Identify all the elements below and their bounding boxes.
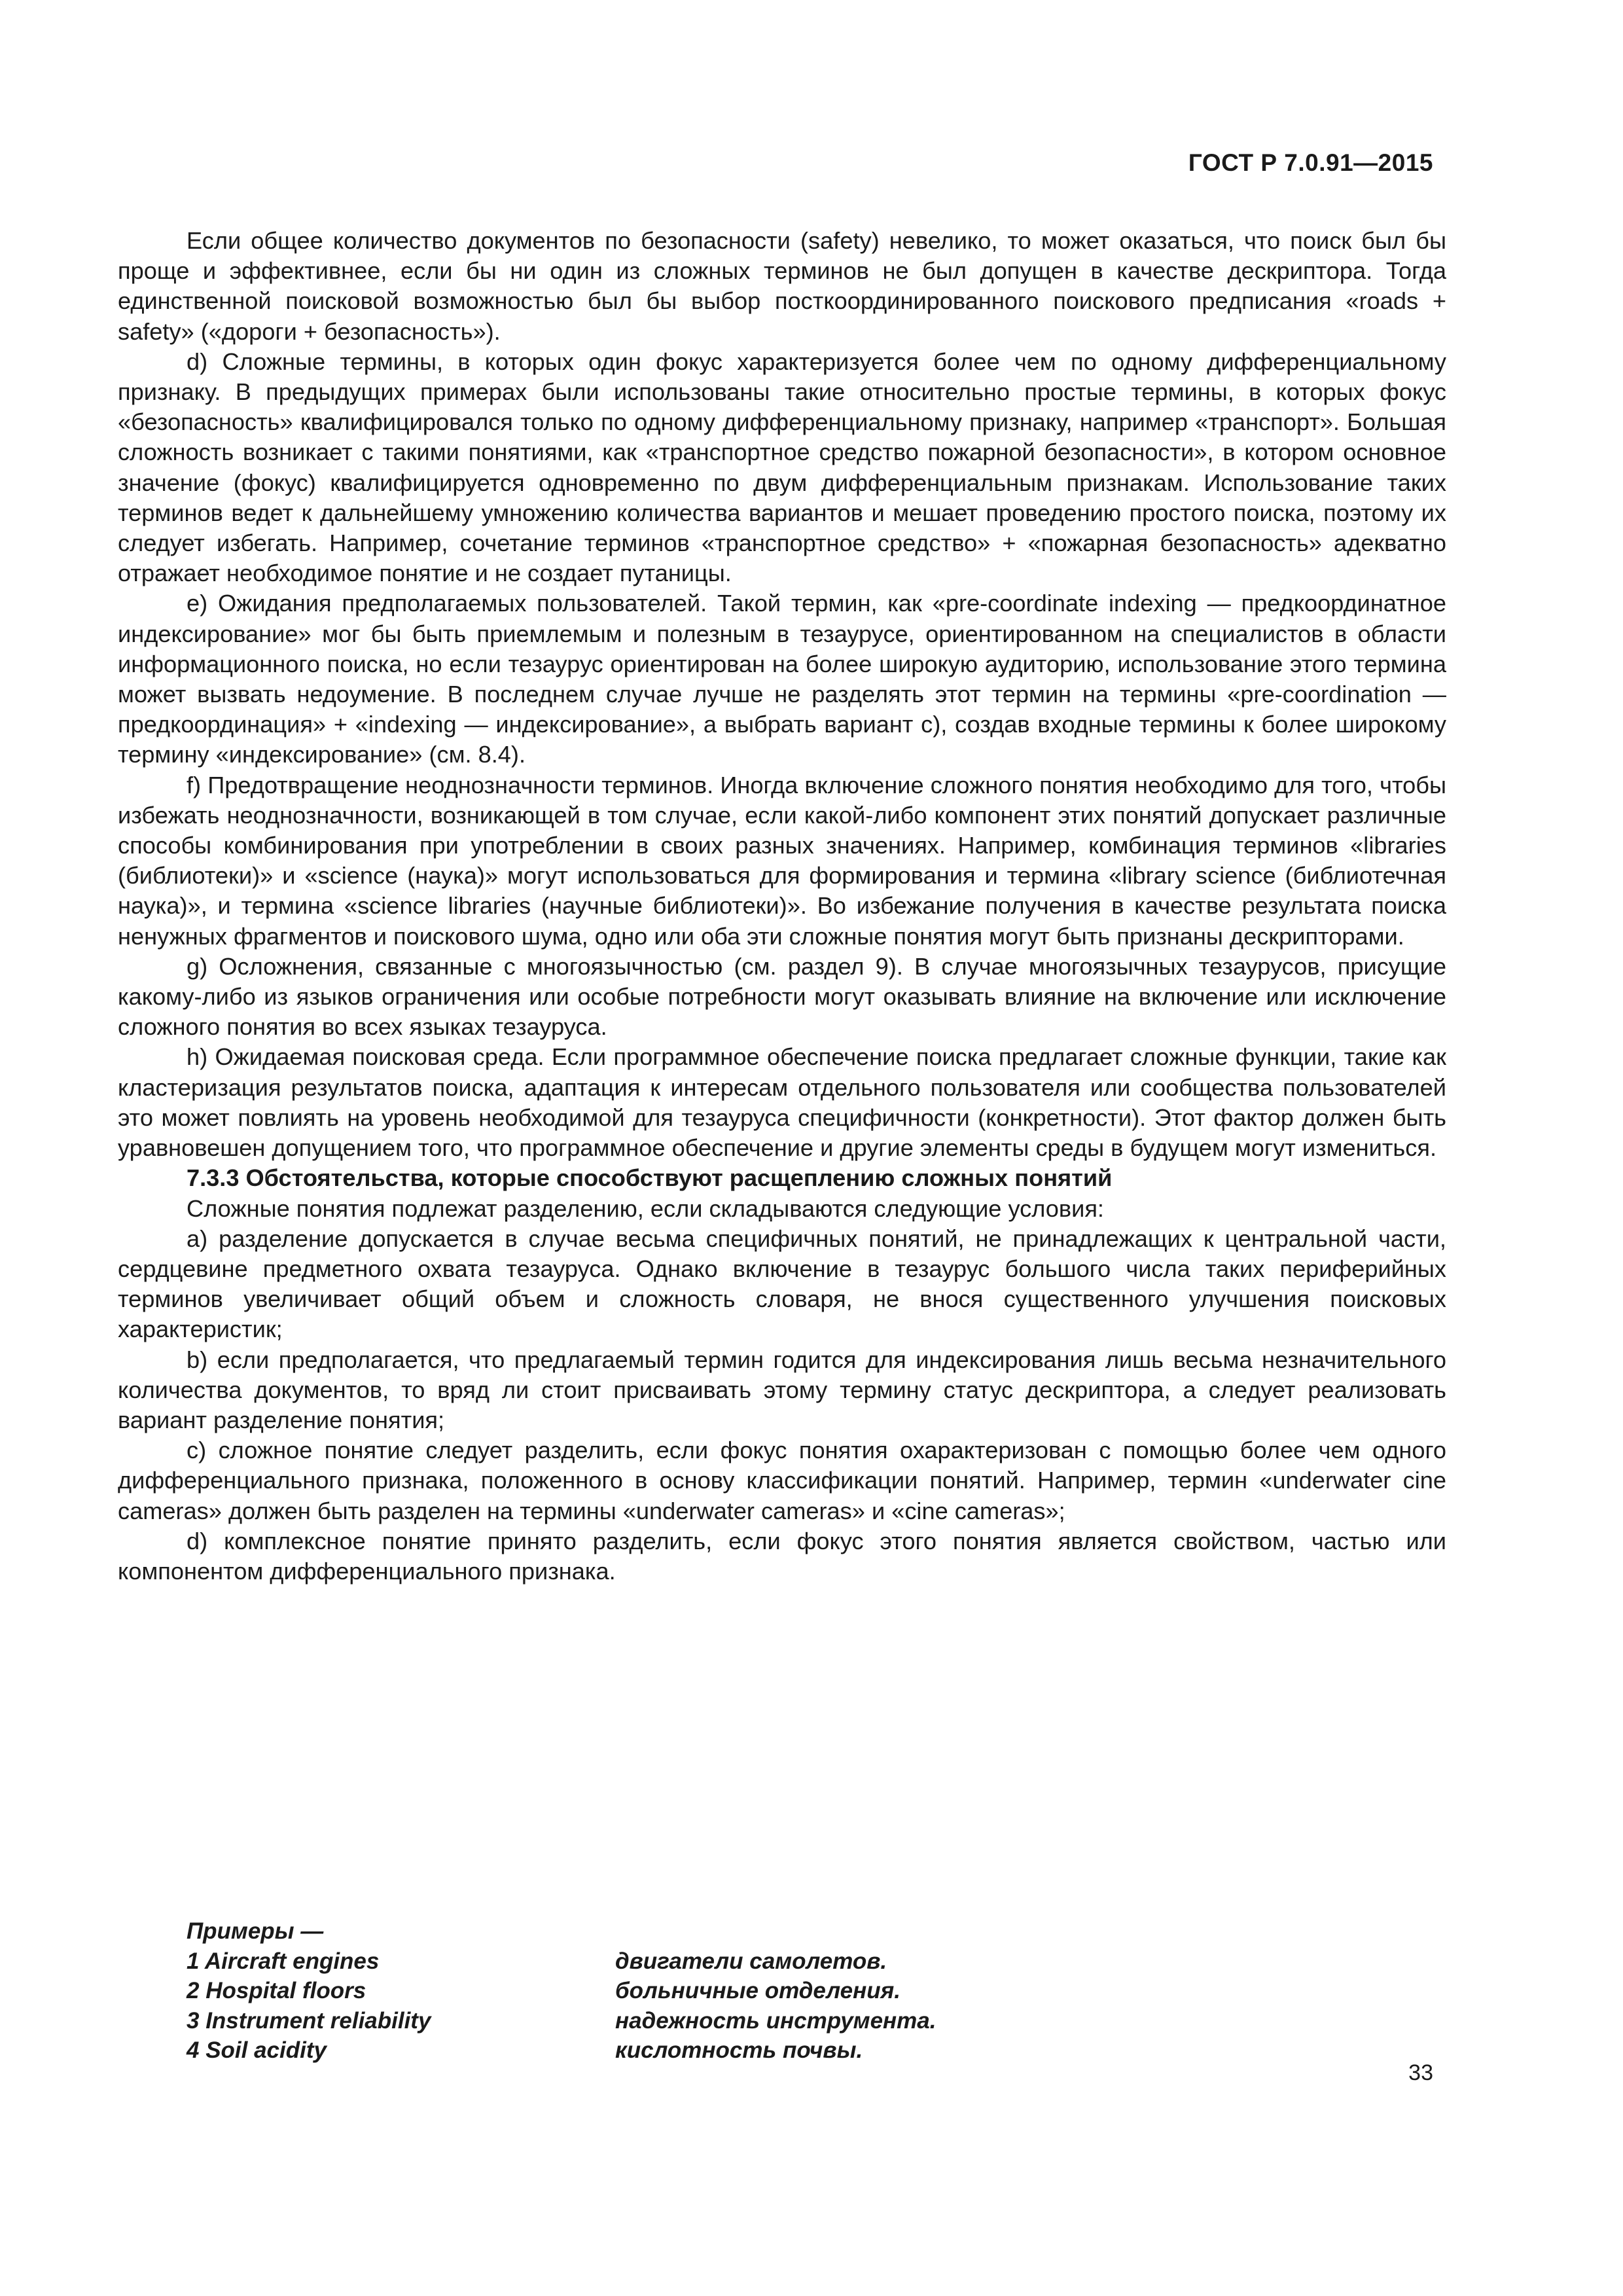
- page-number: 33: [1408, 2060, 1433, 2085]
- example-term-en: 4 Soil acidity: [187, 2037, 327, 2063]
- example-term-en: 2 Hospital floors: [187, 1978, 366, 2003]
- example-term-ru: двигатели самолетов.: [615, 1948, 887, 1974]
- example-row: [187, 1976, 1234, 2006]
- examples-title: Примеры —: [187, 1918, 324, 1944]
- example-term-ru: больничные отделения.: [615, 1978, 901, 2003]
- examples-block: [187, 1916, 1234, 2066]
- paragraph-item-a: а) разделение допускается в случае весьма специфичных понятий, не принадлежащих к центральной части, сердцевине предметного охвата тезауруса. Однако включение в тезаурус большого числа таких периферийных терминов увеличивает общий объем и сложность словаря, не внося существенного улучшения поисковых характеристик;: [118, 1225, 1446, 1343]
- paragraph-item-e: e) Ожидания предполагаемых пользователей. Такой термин, как «pre-coordinate indexing — предкоординатное индексирование» мог бы быть приемлемым и полезным в тезаурусе, ориентированном на специалистов в области информационного поиска, но если тезаурус ориентирован на более широкую аудиторию, использование этого термина может вызвать недоумение. В последнем случае лучше не разделять этот термин на термины «pre-coordination — предкоординация» + «indexing — индексирование», а выбрать вариант с), создав входные термины к более широкому термину «индексирование» (см. 8.4).: [118, 590, 1446, 768]
- document-header: ГОСТ Р 7.0.91—2015: [1188, 149, 1433, 176]
- paragraph-item-d: d) Сложные термины, в которых один фокус характеризуется более чем по одному дифференциальному признаку. В предыдущих примерах были использованы такие относительно простые термины, в которых фокус «безопасность» квалифицировался только по одному дифференциальному признаку, например «транспорт». Большая сложность возникает с такими понятиями, как «транспортное средство пожарной безопасности», в котором основное значение (фокус) квалифицируется одновременно по двум дифференциальным признакам. Использование таких терминов ведет к дальнейшему умножению количества вариантов и мешает проведению простого поиска, поэтому их следует избегать. Например, сочетание терминов «транспортное средство» + «пожарная безопасность» адекватно отражает необходимое понятие и не создает путаницы.: [118, 348, 1446, 587]
- example-term-en: 1 Aircraft engines: [187, 1948, 380, 1974]
- paragraph-item-h: h) Ожидаемая поисковая среда. Если программное обеспечение поиска предлагает сложные функции, такие как кластеризация результатов поиска, адаптация к интересам отдельного пользователя или сообщества пользователей это может повлиять на уровень необходимой для тезауруса специфичности (конкретности). Этот фактор должен быть уравновешен допущением того, что программное обеспечение и другие элементы среды в будущем могут измениться.: [118, 1043, 1446, 1162]
- example-row: [187, 2006, 1234, 2036]
- paragraph-item-f: f) Предотвращение неоднозначности терминов. Иногда включение сложного понятия необходимо для того, чтобы избежать неоднозначности, возникающей в том случае, если какой-либо компонент этих понятий допускает различные способы комбинирования при употреблении в своих разных значениях. Например, комбинация терминов «libraries (библиотеки)» и «science (наука)» могут использоваться для формирования и термина «library science (библиотечная наука)», и термина «science libraries (научные библиотеки)». Во избежание получения в качестве результата поиска ненужных фрагментов и поискового шума, одно или оба эти сложные понятия могут быть признаны дескрипторами.: [118, 771, 1446, 950]
- paragraph-item-d2: d) комплексное понятие принято разделить, если фокус этого понятия является свойством, частью или компонентом дифференциального признака.: [118, 1527, 1446, 1585]
- paragraph-item-b: b) если предполагается, что предлагаемый термин годится для индексирования лишь весьма незначительного количества документов, то вряд ли стоит присваивать этому термину статус дескриптора, а следует реализовать вариант разделение понятия;: [118, 1346, 1446, 1433]
- example-term-ru: кислотность почвы.: [615, 2037, 863, 2063]
- example-row: [187, 1946, 1234, 1977]
- section-heading: 7.3.3 Обстоятельства, которые способствуют расщеплению сложных понятий: [187, 1164, 1113, 1192]
- example-term-en: 3 Instrument reliability: [187, 2007, 431, 2034]
- paragraph-item-c: с) сложное понятие следует разделить, если фокус понятия охарактеризован с помощью более чем одного дифференциального признака, положенного в основу классификации понятий. Например, термин «underwater cine cameras» должен быть разделен на термины «underwater cameras» и «cine cameras»;: [118, 1437, 1446, 1524]
- paragraph-item-g: g) Осложнения, связанные с многоязычностью (см. раздел 9). В случае многоязычных тезаурусов, присущие какому-либо из языков ограничения или особые потребности могут оказывать влияние на включение или исключение сложного понятия во всех языках тезауруса.: [118, 952, 1446, 1041]
- body-text: [118, 226, 1446, 1587]
- paragraph: Сложные понятия подлежат разделению, если складываются следующие условия:: [187, 1194, 1104, 1222]
- example-row: [187, 2036, 1234, 2066]
- example-term-ru: надежность инструмента.: [615, 2007, 936, 2034]
- paragraph: Если общее количество документов по безопасности (safety) невелико, то может оказаться, что поиск был бы проще и эффективнее, если бы ни один из сложных терминов не был допущен в качестве дескриптора. Тогда единственной поисковой возможностью был бы выбор посткоординированного поискового предписания «roads + safety» («дороги + безопасность»).: [118, 227, 1446, 345]
